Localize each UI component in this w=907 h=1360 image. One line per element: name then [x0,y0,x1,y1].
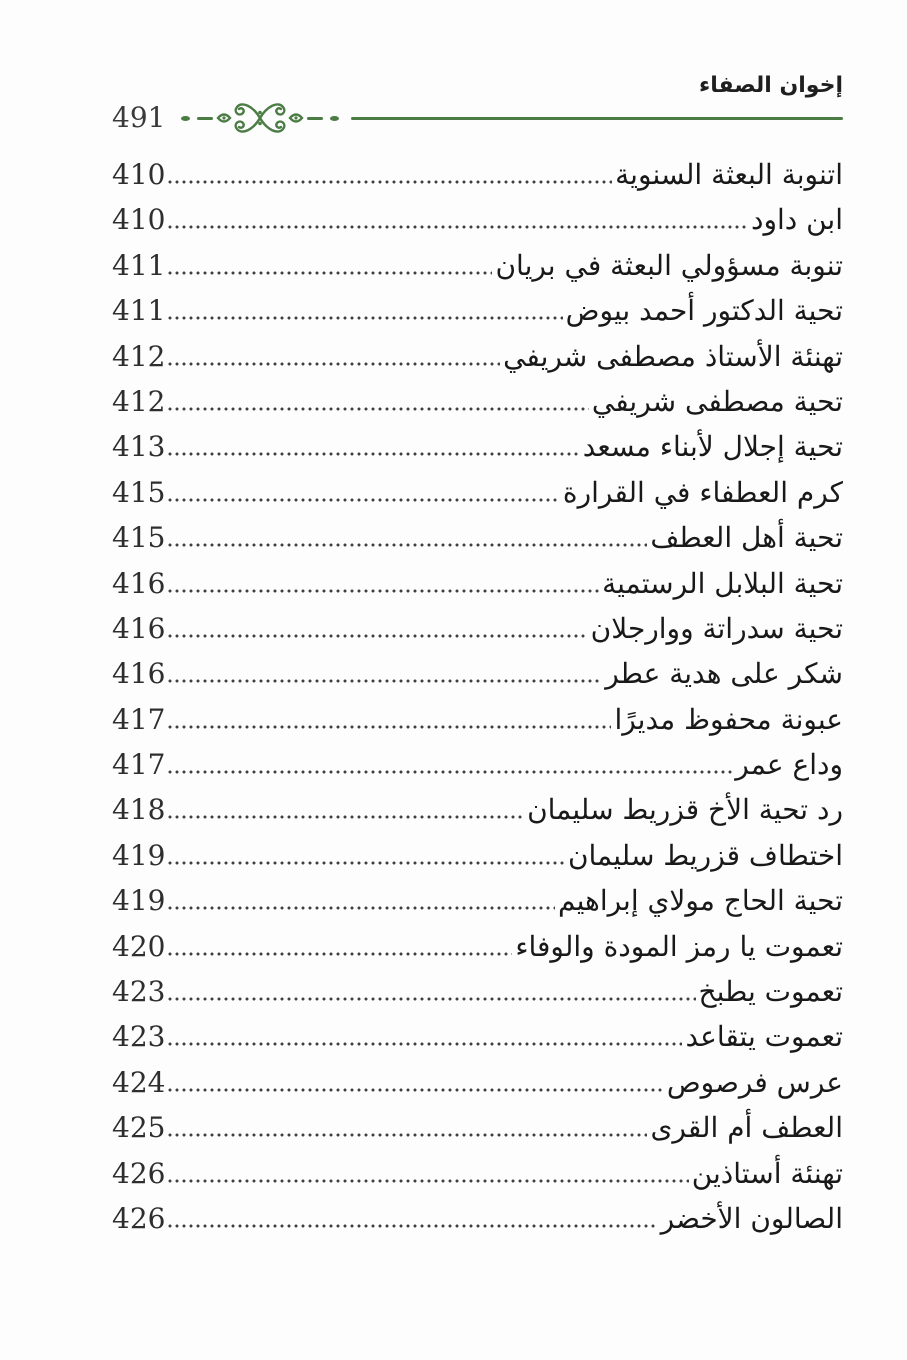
header-divider [112,94,843,142]
toc-entry-page: 426 [112,1201,166,1235]
toc-row [112,1151,843,1196]
toc-row [112,561,843,606]
toc-dotted-leader [168,1224,657,1228]
toc-entry-title: تحية مصطفى شريفي [591,384,843,418]
toc-entry-title: تحية سدراتة ووارجلان [590,611,843,645]
toc-dotted-leader [168,1179,688,1183]
toc-dotted-leader [168,543,647,547]
toc-dotted-leader [168,225,748,229]
toc-entry-page: 423 [112,975,166,1009]
floral-ornament-icon [216,94,304,142]
toc-row [112,243,843,288]
toc-row [112,606,843,651]
toc-dotted-leader [168,1088,663,1092]
toc-row [112,197,843,242]
toc-entry-title: تحية إجلال لأبناء مسعد [582,430,843,464]
toc-entry-page: 413 [112,430,166,464]
page-header [112,0,843,142]
toc-entry-title: وداع عمر [735,748,843,782]
toc-dotted-leader [168,679,602,683]
toc-row [112,1060,843,1105]
toc-row [112,833,843,878]
toc-entry-title: اختطاف قزريط سليمان [567,838,843,872]
toc-entry-page: 419 [112,884,166,918]
toc-dotted-leader [168,316,562,320]
toc-entry-title: تهنئة أستاذين [691,1156,843,1190]
toc-entry-page: 419 [112,838,166,872]
toc-entry-page: 411 [112,248,166,282]
toc-row [112,152,843,197]
toc-entry-title: تحية أهل العطف [650,521,843,555]
toc-entry-title: العطف أم القرى [650,1111,843,1145]
toc-entry-page: 418 [112,793,166,827]
toc-entry-page: 425 [112,1111,166,1145]
toc-row [112,787,843,832]
toc-row [112,697,843,742]
toc-row [112,379,843,424]
toc-entry-title: كرم العطفاء في القرارة [562,475,843,509]
toc-entry-title: ابن داود [750,203,843,237]
toc-entry-page: 426 [112,1156,166,1190]
toc-dotted-leader [168,997,695,1001]
toc-row [112,651,843,696]
toc-entry-title: تهنئة الأستاذ مصطفى شريفي [503,339,843,373]
toc-entry-title: تعموت يطبخ [698,975,843,1009]
divider-dash-left [197,117,213,120]
toc-dotted-leader [168,1133,647,1137]
toc-entry-page: 410 [112,203,166,237]
toc-row [112,1014,843,1059]
toc-row [112,924,843,969]
toc-entry-title: رد تحية الأخ قزريط سليمان [527,793,843,827]
toc-entry-page: 416 [112,611,166,645]
toc-dotted-leader [168,861,564,865]
toc-row [112,470,843,515]
toc-entry-title: تحية البلابل الرستمية [602,566,843,600]
toc-row [112,288,843,333]
toc-dotted-leader [168,952,512,956]
toc-entry-title: شكر على هدية عطر [605,657,843,691]
toc-dotted-leader [168,770,732,774]
toc-entry-page: 423 [112,1020,166,1054]
toc-entry-page: 416 [112,566,166,600]
toc-list [112,152,843,1241]
toc-row [112,424,843,469]
toc-dotted-leader [168,407,588,411]
toc-entry-page: 416 [112,657,166,691]
toc-row [112,878,843,923]
page-number: 491 [112,101,166,134]
toc-entry-title: اتنوبة البعثة السنوية [615,158,843,191]
toc-dotted-leader [168,452,579,456]
toc-row [112,515,843,560]
divider-rule-line [351,117,843,120]
toc-dotted-leader [168,498,559,502]
toc-dotted-leader [168,1042,682,1046]
toc-entry-page: 411 [112,294,166,328]
toc-dotted-leader [168,271,492,275]
toc-entry-title: الصالون الأخضر [660,1201,843,1235]
toc-entry-title: عبونة محفوظ مديرًا [614,702,843,736]
toc-entry-title: تعموت يا رمز المودة والوفاء [515,929,843,963]
toc-entry-page: 417 [112,702,166,736]
divider-dot-right [330,116,339,121]
toc-dotted-leader [168,634,587,638]
toc-entry-page: 412 [112,339,166,373]
toc-dotted-leader [168,906,555,910]
toc-entry-title: تحية الحاج مولاي إبراهيم [557,884,843,918]
toc-dotted-leader [168,815,524,819]
toc-entry-title: تحية الدكتور أحمد بيوض [565,294,843,328]
toc-entry-title: عرس فرصوص [666,1065,843,1099]
toc-row [112,742,843,787]
divider-dot-left [181,116,190,121]
toc-row [112,969,843,1014]
toc-entry-page: 424 [112,1065,166,1099]
divider-dash-right [307,117,323,120]
toc-entry-page: 412 [112,384,166,418]
toc-entry-page: 417 [112,748,166,782]
toc-entry-title: تعموت يتقاعد [685,1020,843,1054]
toc-row [112,1105,843,1150]
toc-dotted-leader [168,589,599,593]
toc-entry-page: 420 [112,929,166,963]
toc-dotted-leader [168,180,612,184]
toc-dotted-leader [168,725,611,729]
toc-entry-page: 415 [112,475,166,509]
toc-entry-page: 415 [112,521,166,555]
toc-row [112,334,843,379]
toc-row [112,1196,843,1241]
toc-entry-page: 410 [112,158,166,191]
toc-dotted-leader [168,362,500,366]
header-title: إخوان الصفاء [699,73,843,98]
toc-entry-title: تنوبة مسؤولي البعثة في بريان [495,248,843,282]
